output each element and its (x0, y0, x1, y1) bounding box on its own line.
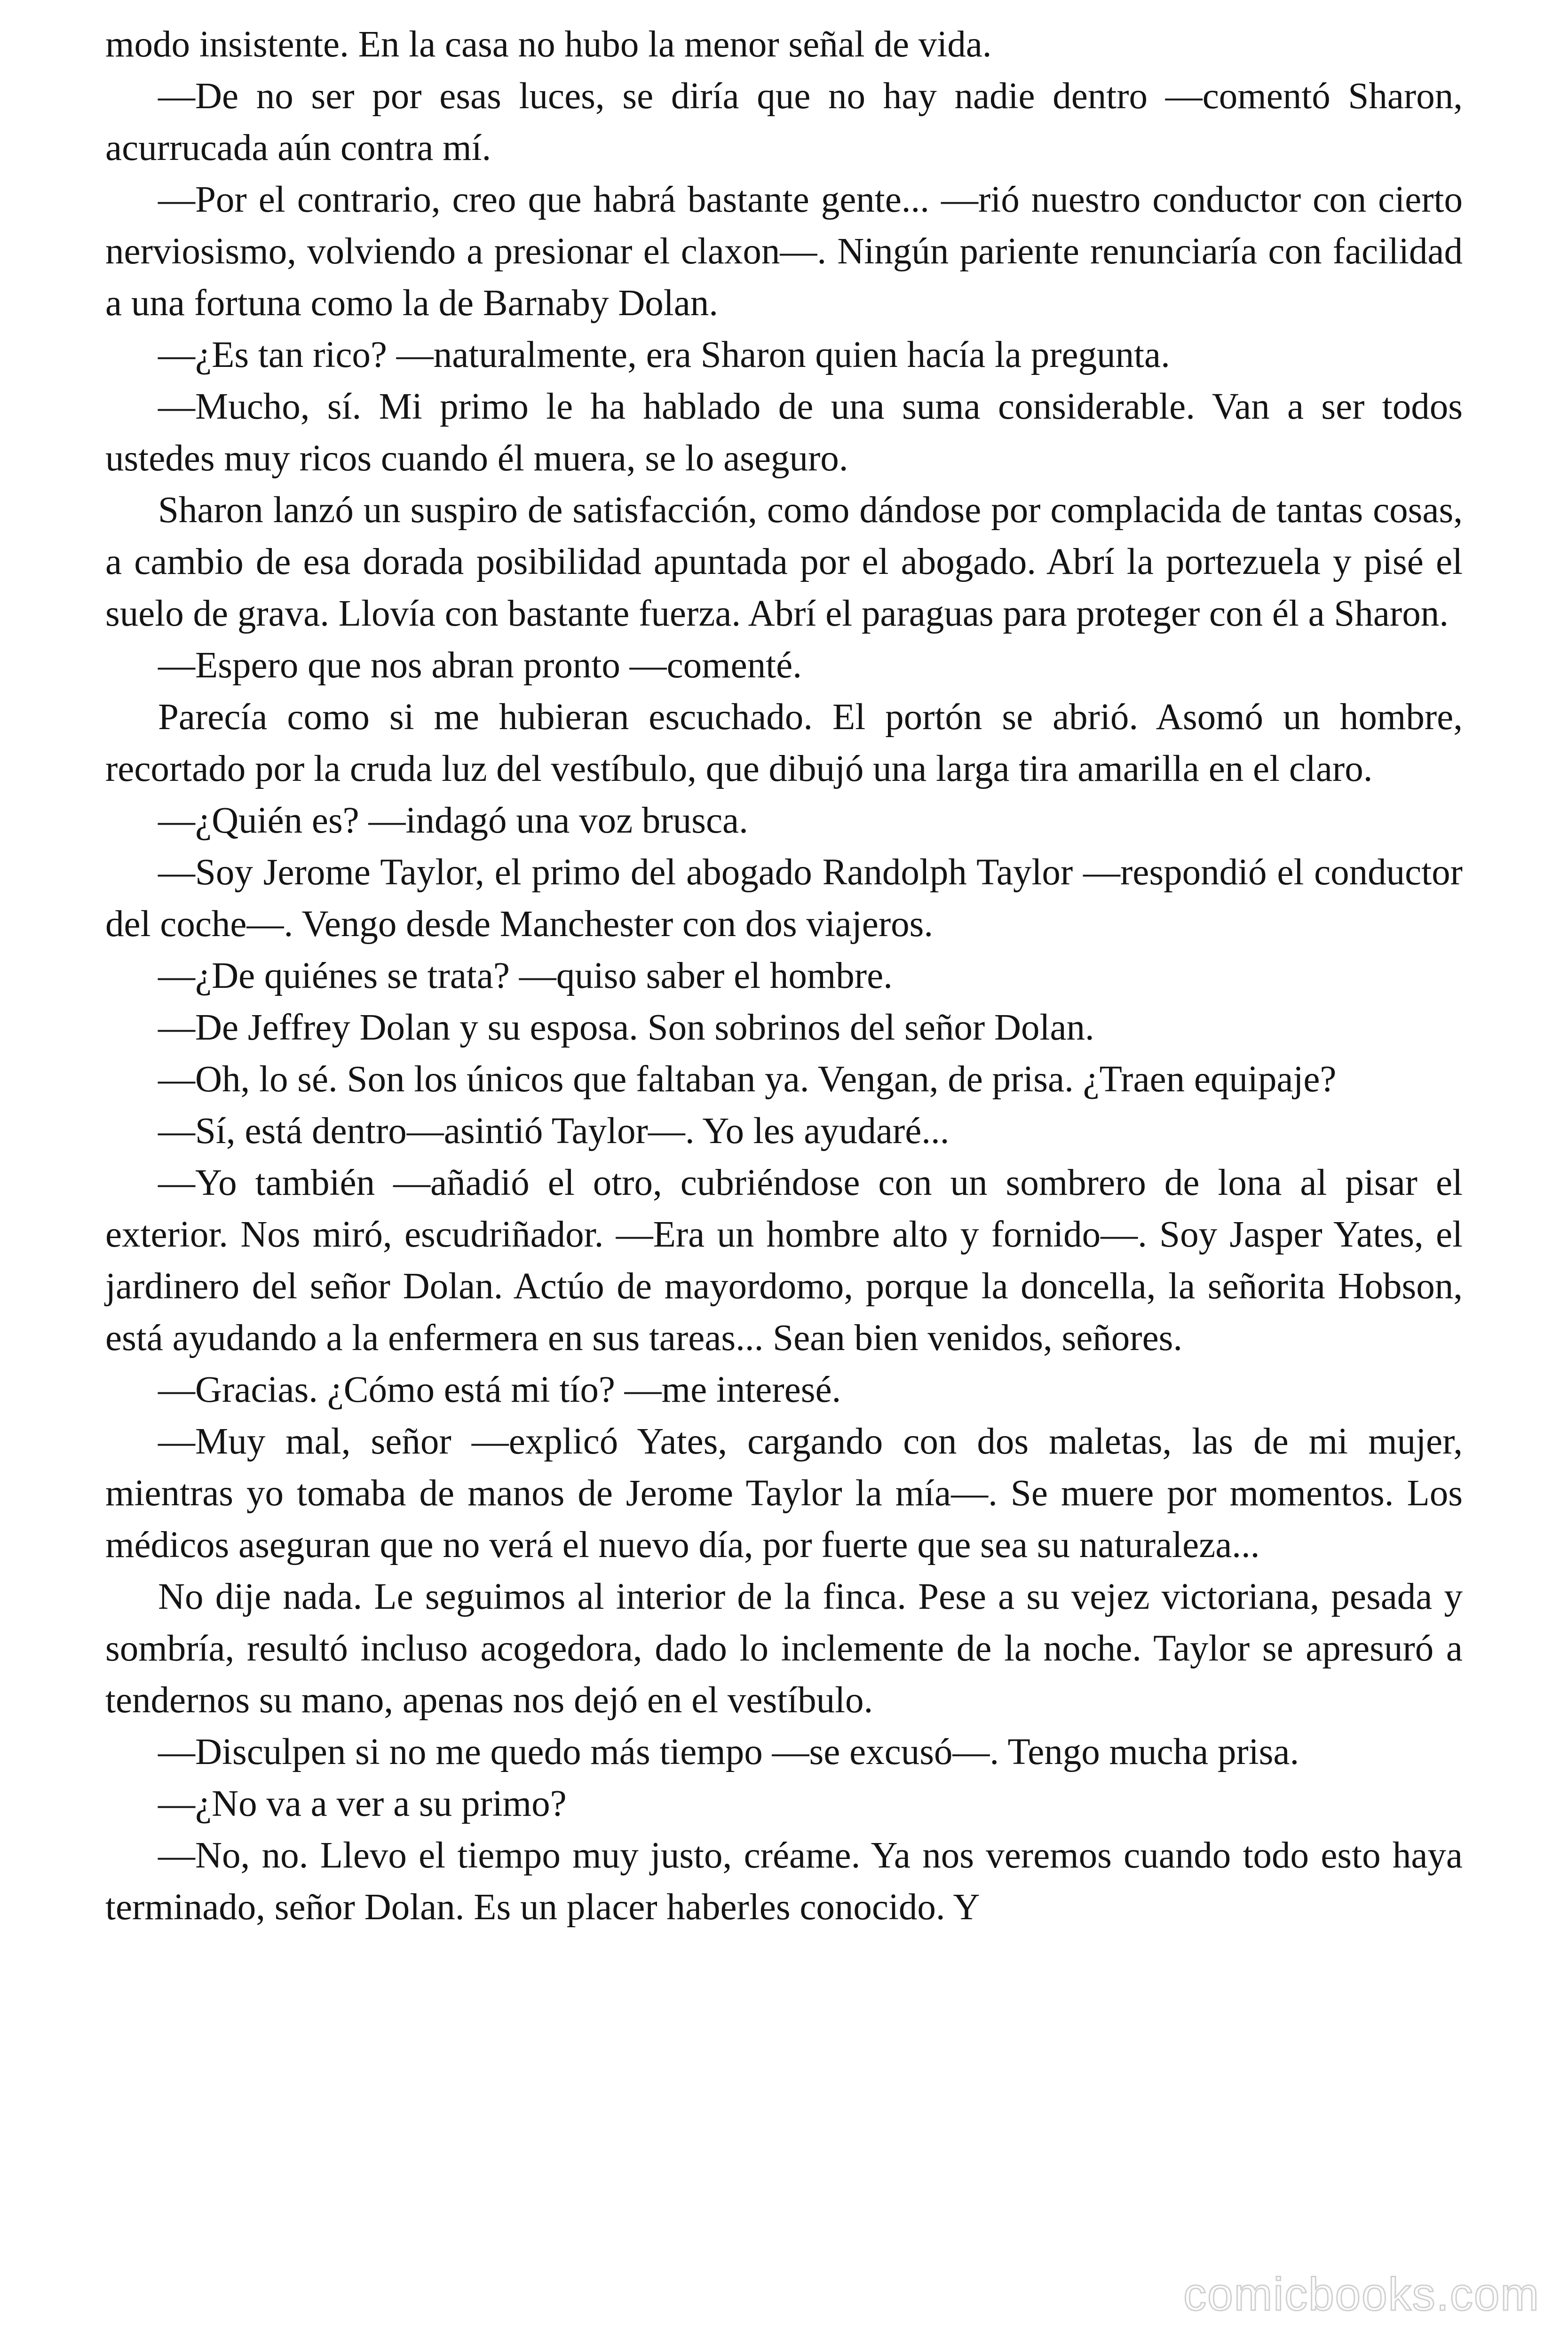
paragraph: —De Jeffrey Dolan y su esposa. Son sobrinos del señor Dolan. (158, 1007, 1094, 1048)
paragraph: Sharon lanzó un suspiro de satisfacción, como dándose por complacida de tantas cosas, a cambio de esa dorada posibilidad apuntada por el abogado. Abrí la portezuela y pisé el suelo de grava. Llovía con bastante fuerza. Abrí el paraguas para proteger con él a Sharon. (105, 490, 1463, 634)
paragraph: modo insistente. En la casa no hubo la menor señal de vida. (105, 24, 992, 65)
paragraph: —Gracias. ¿Cómo está mi tío? —me interesé. (158, 1369, 841, 1410)
watermark: comicbooks.com (1183, 2268, 1540, 2320)
paragraph: —¿No va a ver a su primo? (158, 1783, 567, 1824)
paragraph: —Mucho, sí. Mi primo le ha hablado de una suma considerable. Van a ser todos ustedes muy ricos cuando él muera, se lo aseguro. (105, 386, 1463, 479)
paragraph: —No, no. Llevo el tiempo muy justo, créame. Ya nos veremos cuando todo esto haya terminado, señor Dolan. Es un placer haberles conocido. Y (105, 1835, 1463, 1928)
body-text (105, 0, 1463, 1933)
paragraph: —Muy mal, señor —explicó Yates, cargando con dos maletas, las de mi mujer, mientras yo tomaba de manos de Jerome Taylor la mía—. Se muere por momentos. Los médicos aseguran que no verá el nuevo día, por fuerte que sea su naturaleza... (105, 1421, 1463, 1565)
paragraph: —Soy Jerome Taylor, el primo del abogado Randolph Taylor —respondió el conductor del coche—. Vengo desde Manchester con dos viajeros. (105, 852, 1463, 945)
paragraph: —¿Quién es? —indagó una voz brusca. (158, 800, 748, 841)
paragraph: —Yo también —añadió el otro, cubriéndose con un sombrero de lona al pisar el exterior. Nos miró, escudriñador. —Era un hombre alto y fornido—. Soy Jasper Yates, el jardinero del señor Dolan. Actúo de mayordomo, porque la doncella, la señorita Hobson, está ayudando a la enfermera en sus tareas... Sean bien venidos, señores. (105, 1162, 1463, 1359)
book-page (105, 0, 1463, 2352)
paragraph: —De no ser por esas luces, se diría que no hay nadie dentro —comentó Sharon, acurrucada aún contra mí. (105, 76, 1463, 168)
paragraph: No dije nada. Le seguimos al interior de la finca. Pese a su vejez victoriana, pesada y sombría, resultó incluso acogedora, dado lo inclemente de la noche. Taylor se apresuró a tendernos su mano, apenas nos dejó en el vestíbulo. (105, 1576, 1463, 1721)
paragraph: —Sí, está dentro—asintió Taylor—. Yo les ayudaré... (158, 1111, 950, 1152)
paragraph: —Disculpen si no me quedo más tiempo —se excusó—. Tengo mucha prisa. (158, 1732, 1299, 1772)
paragraph: —¿De quiénes se trata? —quiso saber el hombre. (158, 955, 893, 996)
paragraph: —Oh, lo sé. Son los únicos que faltaban ya. Vengan, de prisa. ¿Traen equipaje? (158, 1059, 1337, 1100)
paragraph: —Por el contrario, creo que habrá bastante gente... —rió nuestro conductor con cierto nerviosismo, volviendo a presionar el claxon—. Ningún pariente renunciaría con facilidad a una fortuna como la de Barnaby Dolan. (105, 179, 1463, 324)
paragraph: —Espero que nos abran pronto —comenté. (158, 645, 802, 686)
paragraph: —¿Es tan rico? —naturalmente, era Sharon quien hacía la pregunta. (158, 334, 1170, 375)
paragraph: Parecía como si me hubieran escuchado. El portón se abrió. Asomó un hombre, recortado por la cruda luz del vestíbulo, que dibujó una larga tira amarilla en el claro. (105, 697, 1463, 789)
